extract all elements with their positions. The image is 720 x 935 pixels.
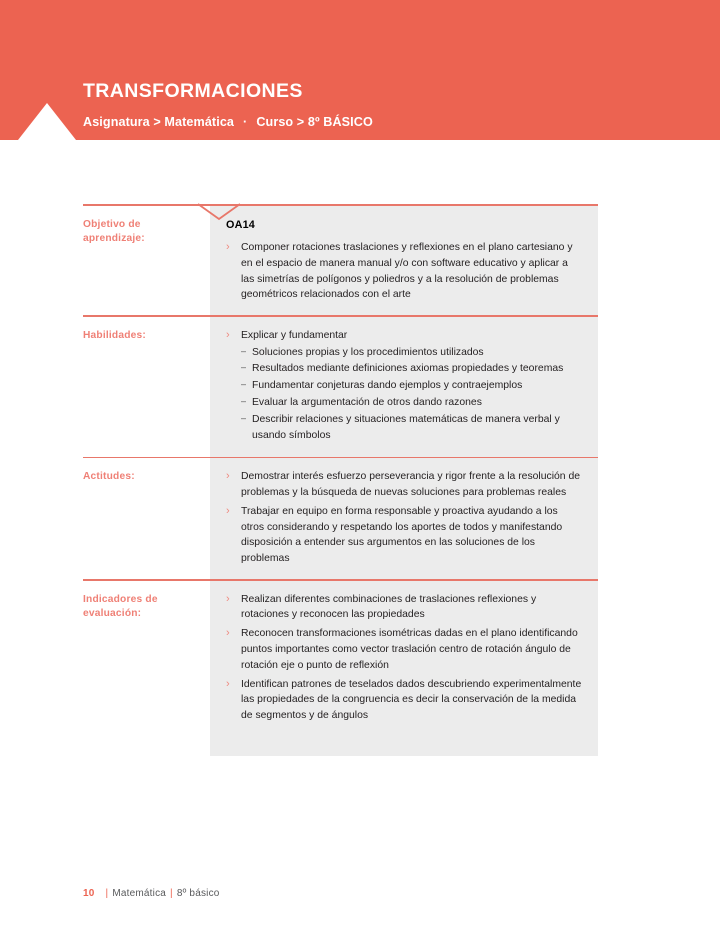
page-title: TRANSFORMACIONES (83, 80, 303, 102)
footer-separator-1: | (105, 888, 109, 899)
list-item: – Evaluar la argumentación de otros dando razones (241, 395, 582, 411)
habilidades-list (226, 328, 582, 444)
list-item: › Demostrar interés esfuerzo perseverancia y rigor frente a la resolución de problemas y la búsqueda de nuevas soluciones para problemas reales (226, 469, 582, 501)
breadcrumb-subject: Asignatura > Matemática (83, 115, 235, 129)
table-row (83, 206, 598, 316)
list-item-text: Explicar y fundamentar (241, 329, 348, 341)
row-label-habilidades: Habilidades: (83, 329, 146, 341)
list-item: › Trabajar en equipo en forma responsable y proactiva ayudando a los otros considerando y respetando los aportes de todos y manifestando disposición a entender sus argumentos en las soluciones de los problemas (226, 504, 582, 567)
learning-objective-table (83, 204, 598, 756)
list-item: › Reconocen transformaciones isométricas dadas en el plano identificando puntos importantes como vector traslación centro de rotación ángulo de rotación eje o punto de reflexión (226, 626, 582, 673)
table-row (83, 581, 598, 737)
list-item: – Resultados mediante definiciones axiomas propiedades y teoremas (241, 361, 582, 377)
row-content-indicadores (210, 581, 598, 737)
row-content-objetivo (210, 206, 598, 316)
row-content-habilidades (210, 317, 598, 457)
row-content-actitudes (210, 458, 598, 579)
footer-subject: Matemática (112, 888, 167, 899)
list-item: – Describir relaciones y situaciones matemáticas de manera verbal y usando símbolos (241, 412, 582, 444)
row-label-objetivo: Objetivo de aprendizaje: (83, 218, 145, 245)
row-label-indicadores: Indicadores de evaluación: (83, 593, 158, 620)
page-footer (83, 888, 220, 899)
row-label-actitudes: Actitudes: (83, 471, 135, 483)
list-item: › Componer rotaciones traslaciones y reflexiones en el plano cartesiano y en el espacio de manera manual y/o con software educativo y aplicar a las simetrías de polígonos y poliedros y a la resolución de problemas geométricos relacionados con el arte (226, 240, 582, 303)
footer-separator-2: | (170, 888, 173, 899)
table-row (83, 458, 598, 579)
table-bottom-filler (210, 736, 598, 756)
breadcrumb-separator-icon: · (243, 115, 248, 129)
list-item: – Fundamentar conjeturas dando ejemplos y contraejemplos (241, 378, 582, 394)
page-header (0, 0, 720, 140)
actitudes-list (226, 469, 582, 567)
footer-level: 8º básico (176, 888, 220, 899)
table-row (83, 317, 598, 457)
page-number: 10 (83, 888, 95, 899)
oa-code: OA14 (226, 218, 256, 231)
objetivo-list (226, 240, 582, 303)
list-item: › Realizan diferentes combinaciones de traslaciones reflexiones y rotaciones y reconocen las propiedades (226, 592, 582, 624)
habilidades-sublist (241, 345, 582, 444)
indicadores-list (226, 592, 582, 725)
list-item: › Identifican patrones de teselados dados descubriendo experimentalmente las propiedades de la congruencia es decir la conservación de la medida de segmentos y de ángulos (226, 677, 582, 724)
list-item (226, 328, 582, 444)
header-triangle-notch-icon (18, 103, 76, 140)
breadcrumb (83, 115, 373, 129)
breadcrumb-course: Curso > 8º BÁSICO (256, 115, 373, 129)
list-item: – Soluciones propias y los procedimientos utilizados (241, 345, 582, 361)
table-top-rule (83, 204, 598, 206)
